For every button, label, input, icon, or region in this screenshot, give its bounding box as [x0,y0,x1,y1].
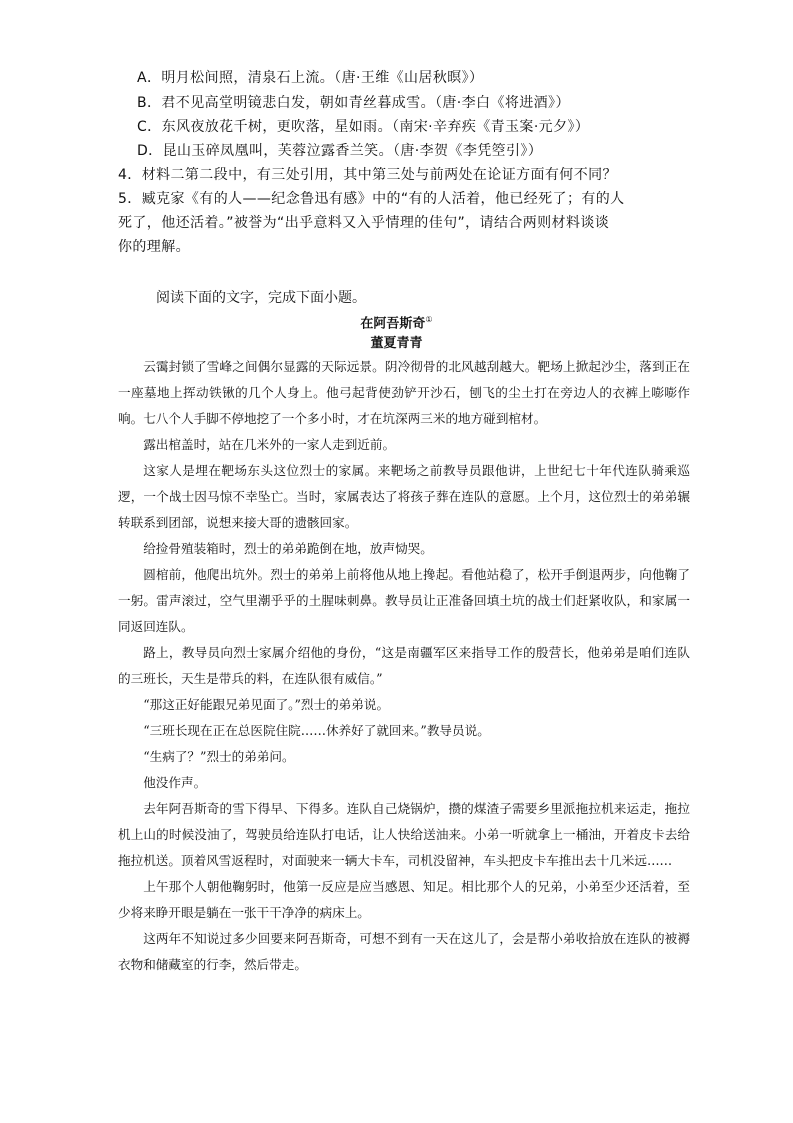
question-5-line-3: 你的理解。 [118,239,190,255]
question-4: 4．材料二第二段中，有三处引用，其中第三处与前两处在论证方面有何不同？ [118,167,617,183]
paragraph: 这两年不知说过多少回要来阿吾斯奇，可想不到有一天在这儿了，会是帮小弟收拾放在连队的被褥衣物和储藏室的行李，然后带走。 [118,931,690,972]
story-author: 董夏青青 [370,336,423,351]
question-5-line-1: 5．臧克家《有的人——纪念鲁迅有感》中的“有的人活着，他已经死了；有的人 [118,191,625,207]
story-body [118,354,690,978]
question-5-line-2: 死了，他还活着。”被誉为“出乎意料又入乎情理的佳句”，请结合两则材料谈谈 [118,215,610,231]
option-c: C．东风夜放花千树，更吹落，星如雨。（南宋·辛弃疾《青玉案·元夕》） [137,119,590,135]
footnote-marker: ① [425,315,433,324]
paragraph: 他没作声。 [143,775,207,790]
paragraph: 云霭封锁了雪峰之间偶尔显露的天际远景。阴冷彻骨的北风越刮越大。靶场上掀起沙尘，落到正在一座墓地上挥动铁锹的几个人身上。他弓起背使劲铲开沙石，刨飞的尘土打在旁边人的衣裤上嘭嘭作响。七八个人手脚不停地挖了一个多小时，才在坑深两三米的地方碰到棺材。 [118,359,690,426]
paragraph: 去年阿吾斯奇的雪下得早、下得多。连队自己烧锅炉，攒的煤渣子需要乡里派拖拉机来运走，拖拉机上山的时候没油了，驾驶员给连队打电话，让人快给送油来。小弟一听就拿上一桶油，开着皮卡去给拖拉机送。顶着风雪返程时，对面驶来一辆大卡车，司机没留神，车头把皮卡车推出去十几米远…… [118,801,690,868]
story-title [0,310,793,334]
paragraph: “那这正好能跟兄弟见面了。”烈士的弟弟说。 [143,697,390,712]
option-a: A．明月松间照，清泉石上流。（唐·王维《山居秋暝》） [137,70,484,86]
paragraph: “生病了？”烈士的弟弟问。 [143,749,295,764]
reading-instruction: 阅读下面的文字，完成下面小题。 [156,290,366,306]
option-b: B．君不见高堂明镜悲白发，朝如青丝暮成雪。（唐·李白《将进酒》） [137,95,570,111]
paragraph: 给捡骨殖装箱时，烈士的弟弟跪倒在地，放声恸哭。 [143,541,433,556]
paragraph: 上午那个人朝他鞠躬时，他第一反应是应当感恩、知足。相比那个人的兄弟，小弟至少还活着，至少将来睁开眼是躺在一张干干净净的病床上。 [118,879,690,920]
paragraph: 路上，教导员向烈士家属介绍他的身份，“这是南疆军区来指导工作的殷营长，他弟弟是咱们连队的三班长，天生是带兵的料，在连队很有威信。” [118,645,690,686]
paragraph: 露出棺盖时，站在几米外的一家人走到近前。 [143,437,396,452]
paragraph: 圆棺前，他爬出坑外。烈士的弟弟上前将他从地上搀起。看他站稳了，松开手倒退两步，向他鞠了一躬。雷声滚过，空气里潮乎乎的土腥味刺鼻。教导员让正准备回填土坑的战士们赶紧收队，和家属一同返回连队。 [118,567,690,634]
paragraph: “三班长现在正在总医院住院……休养好了就回来。”教导员说。 [143,723,490,738]
option-d: D．昆山玉碎凤凰叫，芙蓉泣露香兰笑。（唐·李贺《李凭箜引》） [137,143,543,159]
story-title-text: 在阿吾斯奇 [360,316,426,332]
paragraph: 这家人是埋在靶场东头这位烈士的家属。来靶场之前教导员跟他讲，上世纪七十年代连队骑乘巡逻，一个战士因马惊不幸坠亡。当时，家属表达了将孩子葬在连队的意愿。上个月，这位烈士的弟弟辗转联系到团部，说想来接大哥的遗骸回家。 [118,463,690,530]
